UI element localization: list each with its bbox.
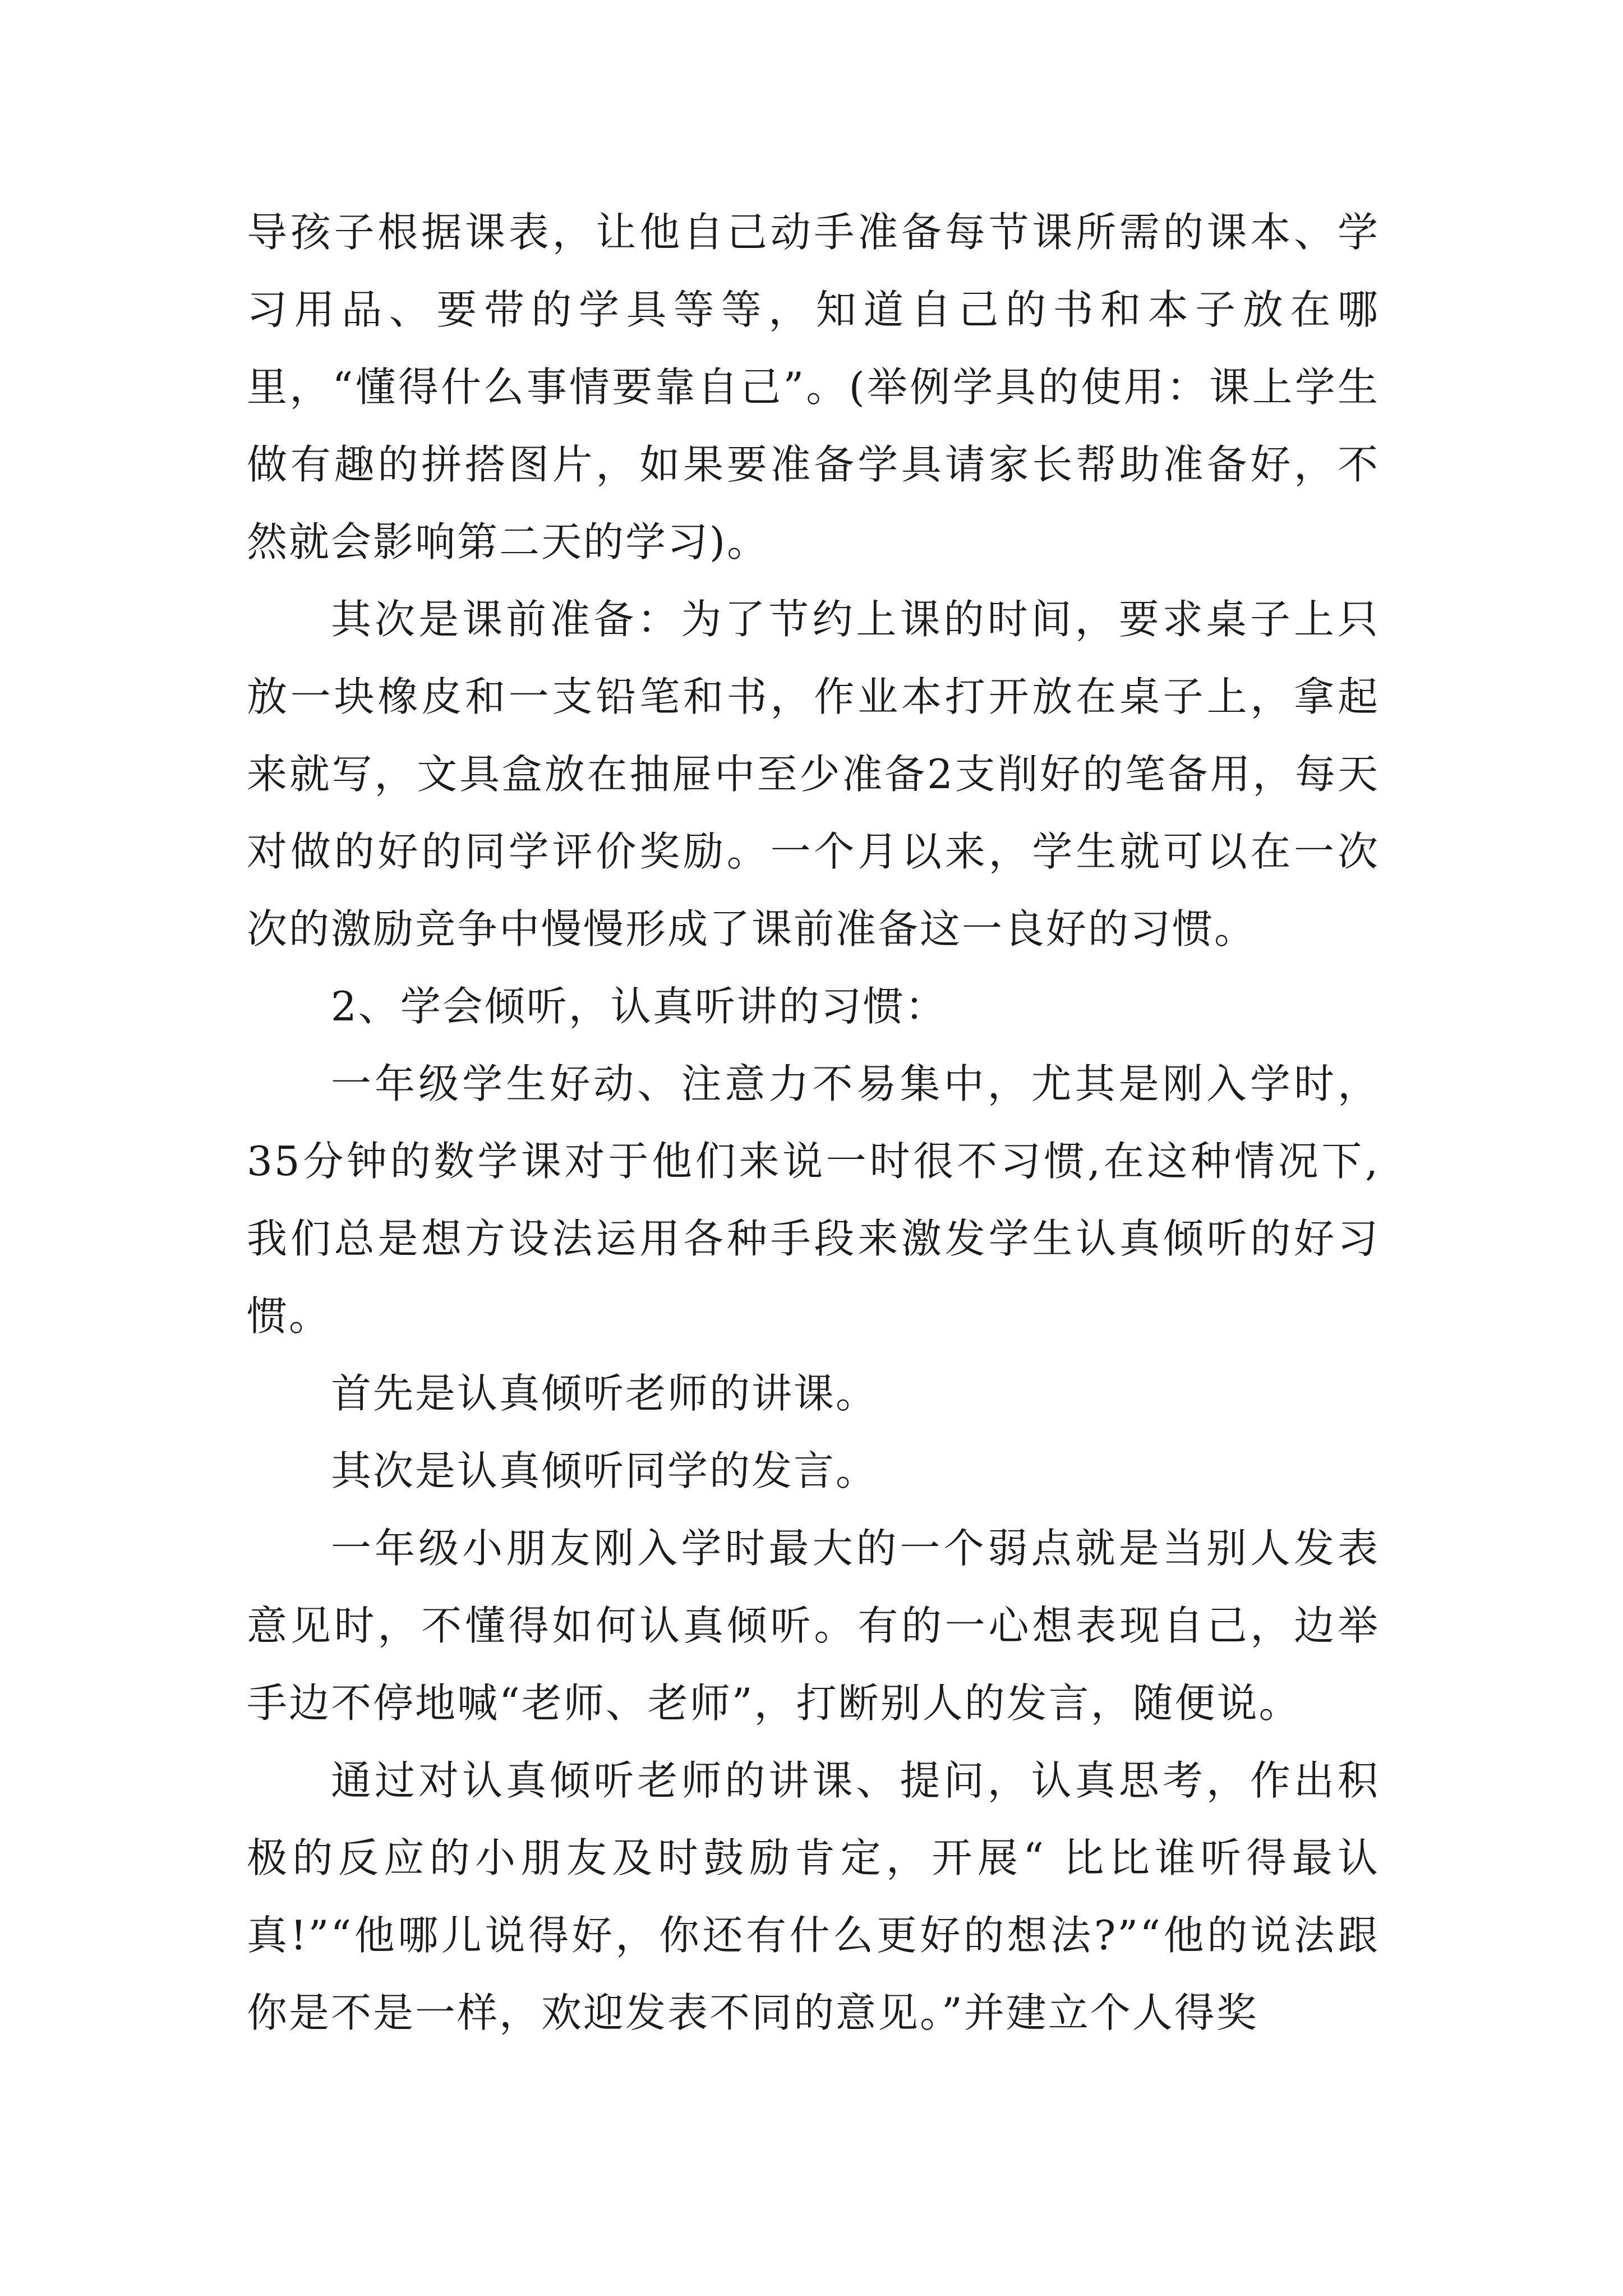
body-text (247, 194, 1380, 2051)
paragraph-weakness: 一年级小朋友刚入学时最大的一个弱点就是当别人发表意见时，不懂得如何认真倾听。有的一心想表现自己，边举手边不停地喊“老师、老师”，打断别人的发言，随便说。 (247, 1525, 1380, 1727)
paragraph-encouragement: 通过对认真倾听老师的讲课、提问，认真思考，作出积极的反应的小朋友及时鼓励肯定，开展“ 比比谁听得最认真!”“他哪儿说得好，你还有什么更好的想法?”“他的说法跟你是不是一样，欢迎发表不同的意见。”并建立个人得奖 (247, 1757, 1380, 2036)
paragraph-teacher-listening: 首先是认真倾听老师的讲课。 (331, 1370, 878, 1417)
paragraph-classmate-listening: 其次是认真倾听同学的发言。 (331, 1447, 878, 1494)
paragraph-attention: 一年级学生好动、注意力不易集中，尤其是刚入学时，35分钟的数学课对于他们来说一时很不习惯,在这种情况下,我们总是想方设法运用各种手段来激发学生认真倾听的好习惯。 (247, 1060, 1380, 1340)
paragraph-preparation: 其次是课前准备：为了节约上课的时间，要求桌子上只放一块橡皮和一支铅笔和书，作业本打开放在桌子上，拿起来就写，文具盒放在抽屉中至少准备2支削好的笔备用，每天对做的好的同学评价奖励。一个月以来，学生就可以在一次次的激励竞争中慢慢形成了课前准备这一良好的习惯。 (247, 596, 1380, 953)
section-heading-listening: 2、学会倾听，认真听讲的习惯： (331, 983, 947, 1030)
paragraph-continued: 导孩子根据课表，让他自己动手准备每节课所需的课本、学习用品、要带的学具等等，知道自己的书和本子放在哪里，“懂得什么事情要靠自己”。(举例学具的使用：课上学生做有趣的拼搭图片，如果要准备学具请家长帮助准备好，不然就会影响第二天的学习)。 (247, 209, 1380, 565)
